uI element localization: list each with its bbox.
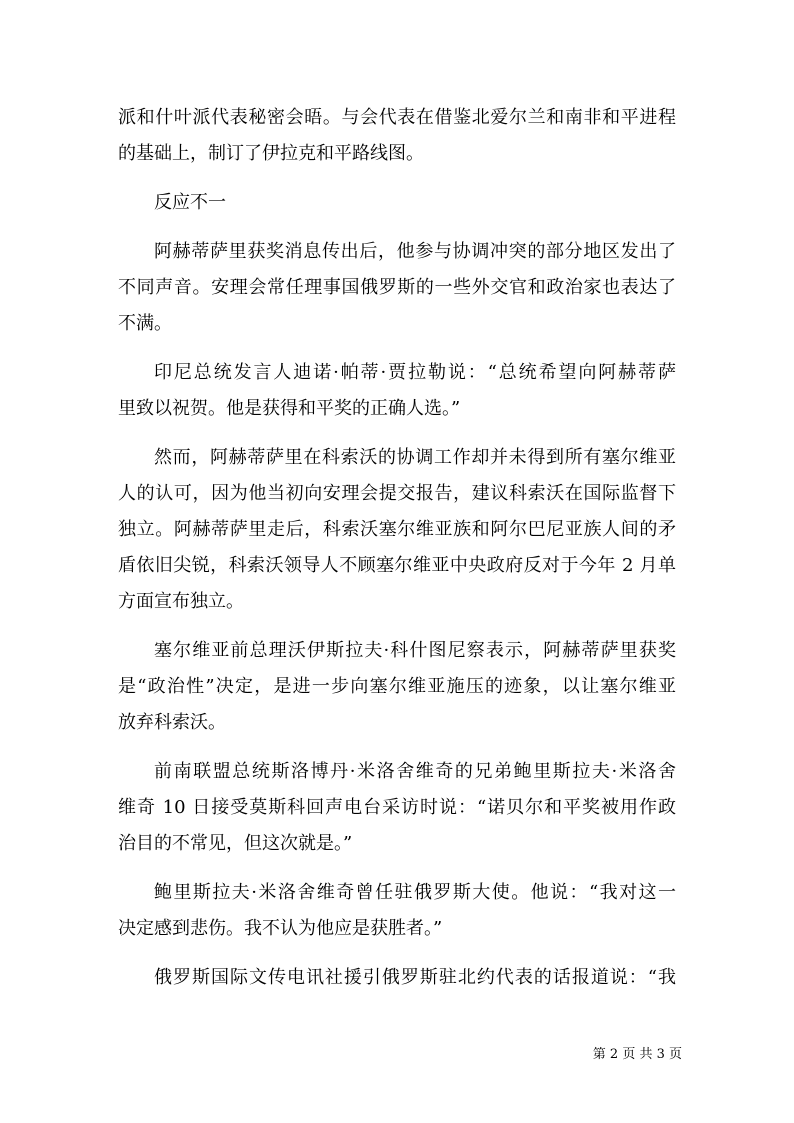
text-line: 塞尔维亚前总理沃伊斯拉夫·科什图尼察表示，阿赫蒂萨里获奖 bbox=[154, 640, 676, 661]
paragraph bbox=[118, 440, 676, 620]
text-line: 阿赫蒂萨里获奖消息传出后，他参与协调冲突的部分地区发出了 bbox=[154, 241, 676, 262]
paragraph bbox=[118, 875, 676, 947]
text-line: 前南联盟总统斯洛博丹·米洛舍维奇的兄弟鲍里斯拉夫·米洛舍 bbox=[154, 761, 676, 782]
page-number-footer: 第 2 页 共 3 页 bbox=[592, 1047, 682, 1062]
text-line: 是“政治性”决定，是进一步向塞尔维亚施压的迹象，以让塞尔维亚 bbox=[118, 676, 676, 697]
section-heading bbox=[118, 185, 676, 221]
text-line: 不满。 bbox=[118, 313, 172, 334]
text-line: 派和什叶派代表秘密会晤。与会代表在借鉴北爱尔兰和南非和平进程 bbox=[118, 107, 676, 128]
text-line: 放弃科索沃。 bbox=[118, 712, 226, 733]
text-line: 里致以祝贺。他是获得和平奖的正确人选。” bbox=[118, 398, 461, 419]
paragraph bbox=[118, 754, 676, 862]
text-line: 然而，阿赫蒂萨里在科索沃的协调工作却并未得到所有塞尔维亚 bbox=[154, 447, 676, 468]
text-line: 独立。阿赫蒂萨里走后，科索沃塞尔维亚族和阿尔巴尼亚族人间的矛 bbox=[118, 519, 676, 540]
text-line: 维奇 10 日接受莫斯科回声电台采访时说：“诺贝尔和平奖被用作政 bbox=[118, 797, 676, 818]
text-line: 方面宣布独立。 bbox=[118, 591, 244, 612]
document-body bbox=[118, 100, 676, 1009]
text-line: 反应不一 bbox=[154, 192, 226, 213]
paragraph bbox=[118, 100, 676, 172]
text-line: 鲍里斯拉夫·米洛舍维奇曾任驻俄罗斯大使。他说：“我对这一 bbox=[154, 882, 676, 903]
text-line: 印尼总统发言人迪诺·帕蒂·贾拉勒说：“总统希望向阿赫蒂萨 bbox=[154, 362, 676, 383]
text-line: 人的认可，因为他当初向安理会提交报告，建议科索沃在国际监督下 bbox=[118, 483, 676, 504]
text-line: 不同声音。安理会常任理事国俄罗斯的一些外交官和政治家也表达了 bbox=[118, 277, 676, 298]
text-line: 治目的不常见，但这次就是。” bbox=[118, 833, 353, 854]
paragraph bbox=[118, 960, 676, 996]
text-line: 盾依旧尖锐，科索沃领导人不顾塞尔维亚中央政府反对于今年 2 月单 bbox=[118, 555, 676, 576]
paragraph bbox=[118, 355, 676, 427]
paragraph bbox=[118, 633, 676, 741]
text-line: 的基础上，制订了伊拉克和平路线图。 bbox=[118, 143, 424, 164]
text-line: 决定感到悲伤。我不认为他应是获胜者。” bbox=[118, 918, 443, 939]
text-line: 俄罗斯国际文传电讯社援引俄罗斯驻北约代表的话报道说：“我 bbox=[154, 967, 676, 988]
paragraph bbox=[118, 234, 676, 342]
